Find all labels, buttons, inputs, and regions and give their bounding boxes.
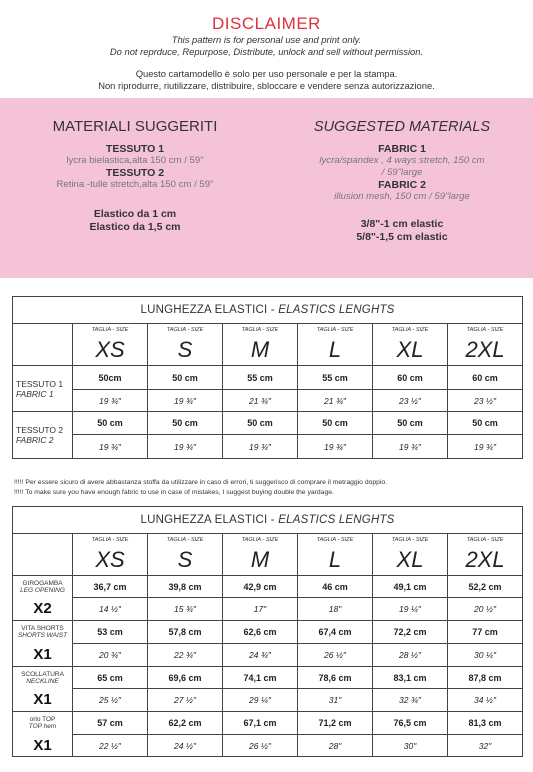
fabric2-label-en: FABRIC 2 [378,179,426,191]
elastic1-en: 3/8"-1 cm elastic [360,218,444,230]
table2-cell-cm: 42,9 cm [223,576,298,598]
table2-tophem-sub: TOP hem [28,723,57,731]
table1-cell-cm: 55 cm [223,366,298,390]
table2-size-header: TAGLIA - SIZE [448,534,523,546]
table1-cell-cm: 50 cm [223,412,298,435]
table2-cell-cm: 81,3 cm [448,712,523,735]
elastics-table-1 [12,296,523,459]
table2-cell-in: 28" [298,735,373,757]
table2-cell-cm: 67,1 cm [223,712,298,735]
table2-size-header: TAGLIA - SIZE [298,534,373,546]
table1-fabric1-sub: FABRIC 1 [16,388,54,399]
table2-group-leg-label [13,576,73,598]
table2-waist-name: VITA SHORTS [21,625,64,633]
table1-size-l: L [298,336,373,366]
table2-size-xl: XL [373,546,448,576]
fabric2-desc-en: illusion mesh, 150 cm / 59"large [334,191,470,202]
table2-leg-sub: LEG OPENING [20,586,65,594]
table2-cell-in: 27 ½" [148,689,223,712]
table2-size-header: TAGLIA - SIZE [148,534,223,546]
elastic1-it: Elastico da 1 cm [93,208,177,220]
elastic2-en: 5/8"-1,5 cm elastic [356,231,448,243]
table2-cell-cm: 87,8 cm [448,667,523,689]
table2-cell-cm: 67,4 cm [298,621,373,644]
table2-cell-in: 30" [373,735,448,757]
table1-cell-in: 19 ¾" [73,435,148,459]
table1-cell-in: 19 ¾" [148,390,223,412]
table2-cell-cm: 53 cm [73,621,148,644]
table1-caption-main: LUNGHEZZA ELASTICI - [140,304,279,316]
table2-cell-in: 29 ¼" [223,689,298,712]
table2-leg-multiplier: X2 [13,598,73,621]
table1-cell-in: 19 ¾" [298,435,373,459]
table2-cell-in: 14 ½" [73,598,148,621]
table2-size-xs: XS [73,546,148,576]
elastic2-it: Elastico da 1,5 cm [89,221,181,233]
table1-cell-cm: 50 cm [373,412,448,435]
table2-cell-cm: 69,6 cm [148,667,223,689]
table1-cell-in: 21 ¾" [298,390,373,412]
fabric-notes [14,478,387,498]
table1-cell-in: 23 ½" [373,390,448,412]
disclaimer-en-line-2: Do not reprduce, Repurpose, Distribute, unlock and sell without permission. [109,46,424,57]
materials-it-column [14,118,256,234]
table2-corner [13,534,73,576]
note-en: !!!!! To make sure you have enough fabric to use in case of mistakes, I suggest buying double the yardage. [14,489,334,496]
table1-size-header: TAGLIA - SIZE [223,324,298,336]
table1-cell-cm: 60 cm [373,366,448,390]
table2-cell-in: 30 ¼" [448,644,523,667]
table2-cell-in: 22 ¾" [148,644,223,667]
table2-group-neckline-label [13,667,73,689]
table2-cell-in: 32" [448,735,523,757]
fabric1-desc-it: lycra bielastica,alta 150 cm / 59" [66,155,204,166]
table1-cell-cm: 55 cm [298,366,373,390]
table2-cell-cm: 46 cm [298,576,373,598]
table2-cell-cm: 71,2 cm [298,712,373,735]
table1-size-header: TAGLIA - SIZE [448,324,523,336]
table1-cell-in: 23 ½" [448,390,523,412]
table1-caption [13,297,523,324]
table2-cell-in: 31" [298,689,373,712]
table2-size-2xl: 2XL [448,546,523,576]
materials-en-column [282,118,522,244]
table2-cell-cm: 62,2 cm [148,712,223,735]
table2-size-header: TAGLIA - SIZE [373,534,448,546]
table2-tophem-multiplier: X1 [13,735,73,757]
elastics-table-2 [12,506,523,757]
table2-neckline-multiplier: X1 [13,689,73,712]
table2-cell-cm: 83,1 cm [373,667,448,689]
disclaimer-it-line-1: Questo cartamodello è solo per uso personale e per la stampa. [135,68,398,79]
table1-size-header: TAGLIA - SIZE [73,324,148,336]
table1-fabric1-name: TESSUTO 1 [16,378,64,389]
table2-cell-cm: 57 cm [73,712,148,735]
table1-size-m: M [223,336,298,366]
table2-cell-in: 17" [223,598,298,621]
table2-cell-in: 32 ¾" [373,689,448,712]
table2-size-m: M [223,546,298,576]
table2-cell-in: 18" [298,598,373,621]
note-it: !!!!! Per essere sicuro di avere abbastanza stoffa da utilizzare in caso di errori, ti suggerisco di comprare il metraggio doppio. [14,479,388,486]
table1-fabric2-name: TESSUTO 2 [16,425,64,435]
table2-waist-sub: SHORTS WAIST [17,632,68,640]
materials-it-title: MATERIALI SUGGERITI [52,118,218,135]
fabric2-desc-it: Retina -tulle stretch,alta 150 cm / 59" [56,179,214,190]
table2-group-tophem-label [13,712,73,735]
table2-size-header: TAGLIA - SIZE [73,534,148,546]
table1-corner [13,324,73,366]
table2-size-header: TAGLIA - SIZE [223,534,298,546]
table1-size-2xl: 2XL [448,336,523,366]
table2-waist-multiplier: X1 [13,644,73,667]
materials-panel [0,98,533,278]
table2-neckline-sub: NECKLINE [26,677,59,685]
table1-cell-cm: 50 cm [148,412,223,435]
table2-cell-in: 20 ½" [448,598,523,621]
table1-row-label-fabric2 [13,412,73,459]
table2-cell-cm: 39,8 cm [148,576,223,598]
table1-cell-in: 19 ¾" [448,435,523,459]
table2-cell-in: 19 ¼" [373,598,448,621]
table1-cell-cm: 50cm [73,366,148,390]
table2-size-l: L [298,546,373,576]
table1-cell-in: 19 ¾" [73,390,148,412]
table1-fabric2-sub: FABRIC 2 [16,435,54,445]
table2-cell-cm: 36,7 cm [73,576,148,598]
table1-cell-in: 19 ¾" [148,435,223,459]
table2-cell-cm: 78,6 cm [298,667,373,689]
table2-cell-cm: 74,1 cm [223,667,298,689]
table2-cell-cm: 72,2 cm [373,621,448,644]
fabric2-label-it: TESSUTO 2 [105,167,165,179]
table1-size-xs: XS [73,336,148,366]
table2-tophem-name: orlo TOP [29,716,56,724]
table1-caption-italic: ELASTICS LENGHTS [278,304,395,316]
table1-cell-in: 19 ¾" [373,435,448,459]
table2-neckline-name: SCOLLATURA [21,670,64,678]
table1-cell-in: 21 ¾" [223,390,298,412]
table2-caption-italic: ELASTICS LENGHTS [278,514,395,526]
table2-cell-in: 24 ¾" [223,644,298,667]
table2-cell-in: 20 ¾" [73,644,148,667]
table2-caption-main: LUNGHEZZA ELASTICI - [140,514,279,526]
table1-size-header: TAGLIA - SIZE [148,324,223,336]
table1-cell-cm: 50 cm [73,412,148,435]
table2-cell-in: 25 ½" [73,689,148,712]
table2-cell-cm: 52,2 cm [448,576,523,598]
table1-cell-cm: 50 cm [148,366,223,390]
disclaimer-title: DISCLAIMER [212,14,321,33]
table2-cell-in: 34 ½" [448,689,523,712]
table2-caption [13,507,523,534]
table1-cell-in: 19 ¾" [223,435,298,459]
table2-cell-cm: 62,6 cm [223,621,298,644]
table1-row-label-fabric1 [13,366,73,412]
table1-cell-cm: 60 cm [448,366,523,390]
table2-cell-in: 26 ½" [223,735,298,757]
table2-cell-in: 28 ½" [373,644,448,667]
fabric1-label-en: FABRIC 1 [378,143,426,155]
table2-cell-in: 22 ½" [73,735,148,757]
table2-cell-in: 26 ½" [298,644,373,667]
disclaimer-en-line-1: This pattern is for personal use and print only. [171,34,362,45]
table1-size-header: TAGLIA - SIZE [298,324,373,336]
fabric1-desc-en-1: lycra/spandex , 4 ways stretch, 150 cm [319,155,485,166]
table2-cell-cm: 57,8 cm [148,621,223,644]
table2-cell-in: 15 ¾" [148,598,223,621]
fabric1-desc-en-2: / 59"large [381,167,423,178]
table2-cell-cm: 76,5 cm [373,712,448,735]
materials-en-title: SUGGESTED MATERIALS [313,119,491,135]
fabric1-label-it: TESSUTO 1 [105,143,165,155]
table2-cell-cm: 77 cm [448,621,523,644]
table2-cell-in: 24 ½" [148,735,223,757]
table2-cell-cm: 49,1 cm [373,576,448,598]
table1-cell-cm: 50 cm [448,412,523,435]
table2-group-waist-label [13,621,73,644]
disclaimer-it-line-2: Non riprodurre, riutilizzare, distribuire, sbloccare e vendere senza autorizzazione. [98,80,435,91]
table1-size-s: S [148,336,223,366]
table2-leg-name: GIROGAMBA [22,579,63,587]
table2-cell-cm: 65 cm [73,667,148,689]
table1-size-xl: XL [373,336,448,366]
table2-size-s: S [148,546,223,576]
table1-size-header: TAGLIA - SIZE [373,324,448,336]
disclaimer-section [0,0,533,92]
table1-cell-cm: 50 cm [298,412,373,435]
